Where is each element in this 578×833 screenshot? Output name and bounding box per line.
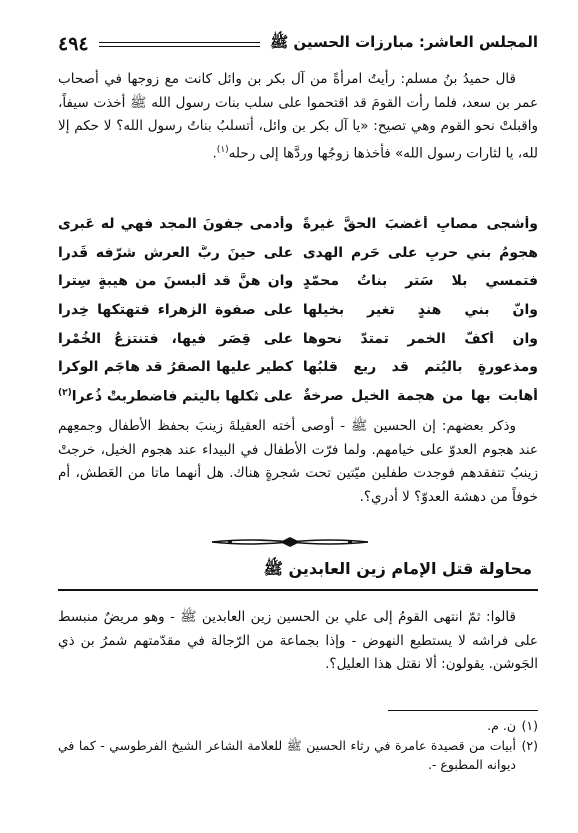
footnote-text: أبيات من قصيدة عامرة في رثاء الحسين ﷺ للعلامة الشاعر الشيخ الفرطوسي - كما في ديوانه المطبوع -. [58, 737, 516, 772]
footnote-number: (١) [521, 718, 538, 733]
footnote [58, 736, 538, 775]
verse-left-text: على ثكلها باليتم فاضطربتْ ذُعرا [71, 388, 294, 405]
paragraph-1: قال حميدُ بنُ مسلم: رأيتُ امرأةً من آل بكر بن وائل كانت مع زوجها في أصحاب عمر بن سعد، فلما رأت القومَ قد اقتحموا على سلب بنات رسول الله ﷺ أخذت سيفاً، واقبلتْ نحو القوم وهي تصيح: «يا آل بكر بن وائل، أتسلبُ بناتُ رسول الله؟ لا حكم إلا لله، يا لثارات رسول الله» فأخذها زوجُها وردَّها إلى رحله$^{(١)}$. [58, 71, 538, 161]
ornament-divider [210, 535, 370, 549]
footnotes [58, 716, 538, 775]
verse-right: وان أكفَّ الخمر تمتدّ نحوها [302, 330, 538, 347]
verse-right: وانّ بني هندٍ تغير بخيلها [302, 302, 538, 319]
running-header [58, 32, 538, 56]
verse [58, 353, 538, 382]
paragraph-2 [58, 415, 538, 509]
verse [58, 210, 538, 239]
footnote-number: (٢) [521, 737, 538, 753]
footnote-rule [388, 710, 538, 711]
paragraph-1-text: قال حميدُ بنُ مسلم: رأيتُ امرأةً من آل بكر بن وائل كانت مع زوجها في أصحاب عمر بن سعد، فلما رأت القومَ قد اقتحموا على سلب بنات رسول الله ﷺ أخذت سيفاً، واقبلتْ نحو القوم وهي تصيح: «يا آل بكر بن وائل، أتسلبُ بناتُ رسول الله؟ لا حكم إلا لله، يا لثارات رسول الله» فأخذها زوجُها وردَّها إلى رحله [58, 71, 538, 161]
verse [58, 296, 538, 325]
verse-left [58, 388, 293, 405]
verse-right: وأشجى مصابٍ أغضبَ الحقَّ غيرةً [302, 216, 538, 233]
page-number: ٤٩٤ [58, 33, 89, 55]
verse [58, 239, 538, 268]
verse [58, 382, 538, 411]
chapter-title: المجلس العاشر: مبارزات الحسين ﷺ [270, 33, 538, 51]
verse-left: على قِصَرٍ فيها، فتنتزعُ الخُمْرا [58, 330, 294, 347]
footnote-ref-2: (٢) [58, 387, 72, 398]
footnote [58, 716, 538, 736]
verse-left: على حينَ ربُّ العرش شرّفه قَدرا [58, 244, 294, 261]
paragraph-2-text: وذكر بعضهم: إن الحسين ﷺ - أوصى أخته العقيلةَ زينبَ بحفظ الأطفال وجمعِهم عند هجوم العدوّ على خيامهم. ولما فرّت الأطفال في البيداء عند هجوم الخيل، خرجتْ زينبُ تتفقدهم فوجدت طفلين ميّتين تحت شجرةٍ هناك. هل أنهما ماتا من العَطش، أم خوفاً من دهشة العدوّ؟ لا أدري؟. [58, 418, 538, 505]
section-rule [58, 589, 538, 591]
verse-left: وان هنَّ قد ألبسنَ من هيبةٍ سِترا [58, 273, 294, 290]
header-rule [99, 42, 260, 47]
paragraph-3-text: قالوا: ثمّ انتهى القومُ إلى علي بن الحسين زين العابدين ﷺ - وهو مريضٌ منبسط على فراشه لا يستطيع النهوض - وإذا بجماعة من الرّجالة في مقدّمتهم شمرُ بن ذي الجَوشن. يقولون: ألا نقتل هذا العليل؟. [58, 609, 538, 672]
paragraph-3 [58, 606, 538, 677]
verse [58, 267, 538, 296]
verse [58, 324, 538, 353]
verse-left: على صفوة الزهراء فتهتكها خِدرا [58, 302, 294, 319]
footnote-ref-1: (١) [216, 144, 229, 155]
verse-right: أهابت بها من هجمة الخيل صرخةٌ [302, 387, 538, 404]
verse-right: فتمسي بلا سَترٍ بناتُ محمّدٍ [302, 273, 538, 290]
verse-right: هجومُ بني حربٍ على حَرم الهدى [302, 244, 538, 261]
section-heading: محاولة قتل الإمام زين العابدين ﷺ [263, 559, 532, 578]
poem [58, 210, 538, 410]
verse-left: وأدمى جفونَ المجد فهي له عَبرى [58, 216, 294, 233]
verse-right: ومذعورةٍ باليُتمِ قد ريع قلبُها [302, 359, 538, 376]
footnote-text: ن. م. [487, 718, 516, 733]
verse-left: كطيرٍ عليها الصقرُ قد هاجَم الوكرا [58, 359, 294, 376]
